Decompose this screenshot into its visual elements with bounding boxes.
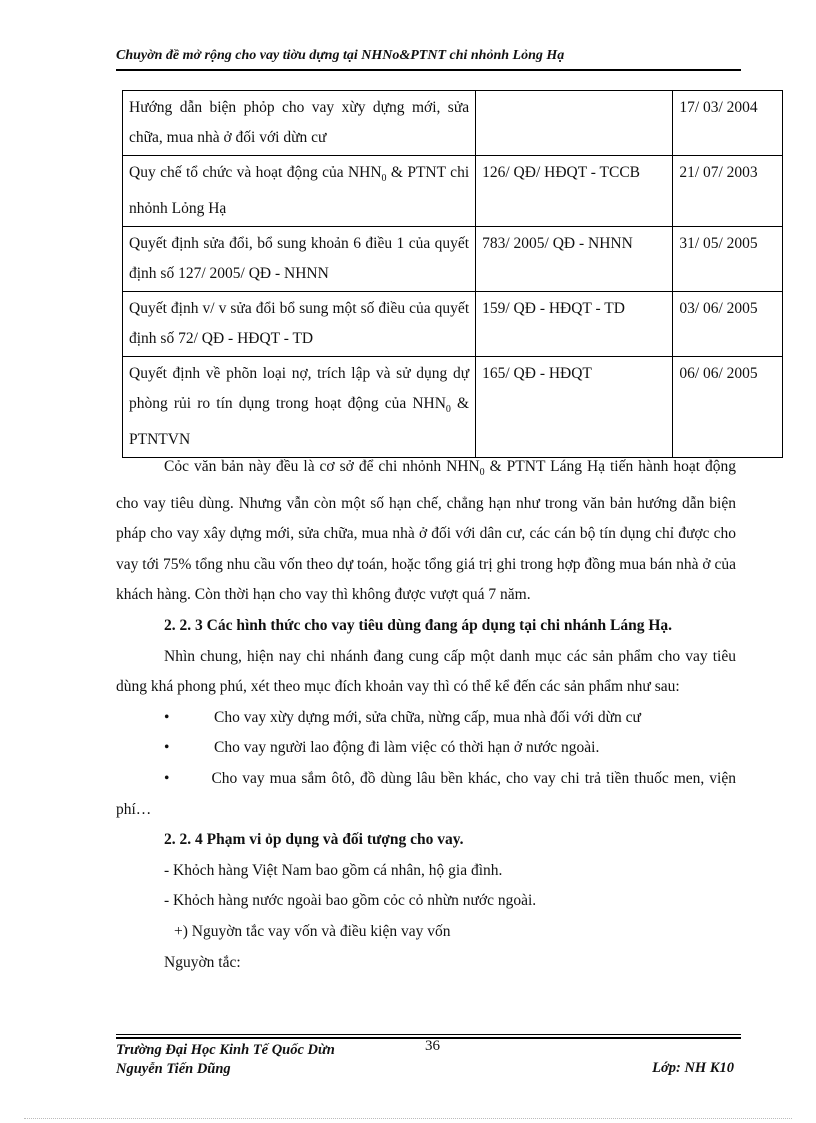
list-item-text: Cho vay mua sắm ôtô, đồ dùng lâu bền khác, cho vay chi trả tiền thuốc men, viện phí… bbox=[116, 770, 736, 818]
doc-number-cell bbox=[476, 91, 673, 156]
paragraph-text: Cỏc văn bản này đều là cơ sở để chi nhỏnh NHN bbox=[164, 458, 480, 475]
doc-number-cell: 165/ QĐ - HĐQT bbox=[476, 357, 673, 458]
paragraph-text: & PTNT Láng Hạ tiến hành hoạt động cho vay tiêu dùng. Nhưng vẫn còn một số hạn chế, chẳng hạn như trong văn bản hướng dẫn biện pháp cho vay xây dựng mới, sửa chữa, mua nhà ở đối với dân cư, các cán bộ tín dụng chỉ được cho vay tới 75% tổng nhu cầu vốn theo dự toán, hoặc tổng giá trị ghi trong hợp đồng mua bán nhà ở của khách hàng. Còn thời hạn cho vay thì không được vượt quá 7 năm. bbox=[116, 458, 736, 604]
doc-date-cell: 06/ 06/ 2005 bbox=[673, 357, 783, 458]
doc-name-cell: Hướng dẫn biện phỏp cho vay xừy dựng mới, sửa chữa, mua nhà ở đối với dừn cư bbox=[123, 91, 476, 156]
doc-name-cell bbox=[123, 156, 476, 227]
table-row bbox=[123, 91, 783, 156]
page-number: 36 bbox=[425, 1038, 440, 1054]
body-text bbox=[116, 452, 736, 978]
table-row bbox=[123, 292, 783, 357]
table-row bbox=[123, 357, 783, 458]
footer-school: Trường Đại Học Kinh Tế Quốc Dừn bbox=[116, 1042, 335, 1058]
subscript: 0 bbox=[381, 173, 387, 185]
subscript: 0 bbox=[445, 404, 451, 416]
footer-author: Nguyễn Tiến Dũng bbox=[116, 1061, 231, 1077]
header-rule bbox=[116, 69, 741, 71]
doc-name-cell: Quyết định v/ v sửa đổi bổ sung một số điều của quyết định số 72/ QĐ - HĐQT - TD bbox=[123, 292, 476, 357]
table-row bbox=[123, 156, 783, 227]
doc-name-text: Quyết định về phõn loại nợ, trích lập và sử dụng dự phòng rủi ro tín dụng trong hoạt động của NHN bbox=[129, 365, 470, 413]
footer-class: Lớp: NH K10 bbox=[652, 1060, 734, 1076]
list-item bbox=[116, 764, 736, 825]
doc-number-cell: 126/ QĐ/ HĐQT - TCCB bbox=[476, 156, 673, 227]
list-item-text: Cho vay xừy dựng mới, sửa chữa, nừng cấp, mua nhà đối với dừn cư bbox=[214, 708, 641, 726]
paragraph: Nhìn chung, hiện nay chi nhánh đang cung cấp một danh mục các sản phẩm cho vay tiêu dùng khá phong phú, xét theo mục đích khoản vay thì có thể kể đến các sản phẩm như sau: bbox=[116, 647, 736, 696]
doc-date-cell: 21/ 07/ 2003 bbox=[673, 156, 783, 227]
bullet-icon: • bbox=[164, 708, 170, 726]
section-heading: 2. 2. 3 Các hình thức cho vay tiêu dùng đang áp dụng tại chi nhánh Láng Hạ. bbox=[164, 617, 673, 635]
page-border-dotted bbox=[24, 1118, 792, 1119]
list-item-text: Cho vay người lao động đi làm việc có thời hạn ở nước ngoài. bbox=[214, 739, 600, 757]
footer-left bbox=[116, 1041, 335, 1079]
doc-name-text: & PTNTVN bbox=[129, 395, 470, 449]
page-header-title: Chuyờn đề mở rộng cho vay tiờu dựng tại NHNo&PTNT chi nhỏnh Lỏng Hạ bbox=[116, 48, 565, 63]
dash-item: - Khỏch hàng Việt Nam bao gồm cá nhân, hộ gia đình. bbox=[164, 861, 503, 879]
bullet-icon: • bbox=[164, 770, 170, 788]
doc-date-cell: 17/ 03/ 2004 bbox=[673, 91, 783, 156]
doc-name-cell: Quyết định sửa đổi, bổ sung khoản 6 điều 1 của quyết định số 127/ 2005/ QĐ - NHNN bbox=[123, 227, 476, 292]
doc-name-text: & PTNT chi nhỏnh Lỏng Hạ bbox=[129, 164, 470, 218]
principle-label: Nguyờn tắc: bbox=[164, 953, 241, 971]
table-row bbox=[123, 227, 783, 292]
dash-item: - Khỏch hàng nước ngoài bao gồm cỏc cỏ nhừn nước ngoài. bbox=[164, 892, 537, 910]
section-heading: 2. 2. 4 Phạm vi ỏp dụng và đối tượng cho vay. bbox=[164, 831, 464, 849]
list-item bbox=[116, 733, 736, 764]
doc-number-cell: 159/ QĐ - HĐQT - TD bbox=[476, 292, 673, 357]
bullet-icon: • bbox=[164, 739, 170, 757]
list-item bbox=[116, 703, 736, 734]
subscript: 0 bbox=[479, 467, 485, 479]
doc-name-cell bbox=[123, 357, 476, 458]
doc-name-text: Quy chế tổ chức và hoạt động của NHN bbox=[129, 164, 382, 181]
paragraph bbox=[116, 452, 736, 611]
doc-number-cell: 783/ 2005/ QĐ - NHNN bbox=[476, 227, 673, 292]
doc-date-cell: 03/ 06/ 2005 bbox=[673, 292, 783, 357]
sub-item: +) Nguyờn tắc vay vốn và điều kiện vay vốn bbox=[174, 923, 451, 940]
documents-table bbox=[122, 90, 783, 458]
doc-date-cell: 31/ 05/ 2005 bbox=[673, 227, 783, 292]
footer-rule bbox=[116, 1034, 741, 1035]
